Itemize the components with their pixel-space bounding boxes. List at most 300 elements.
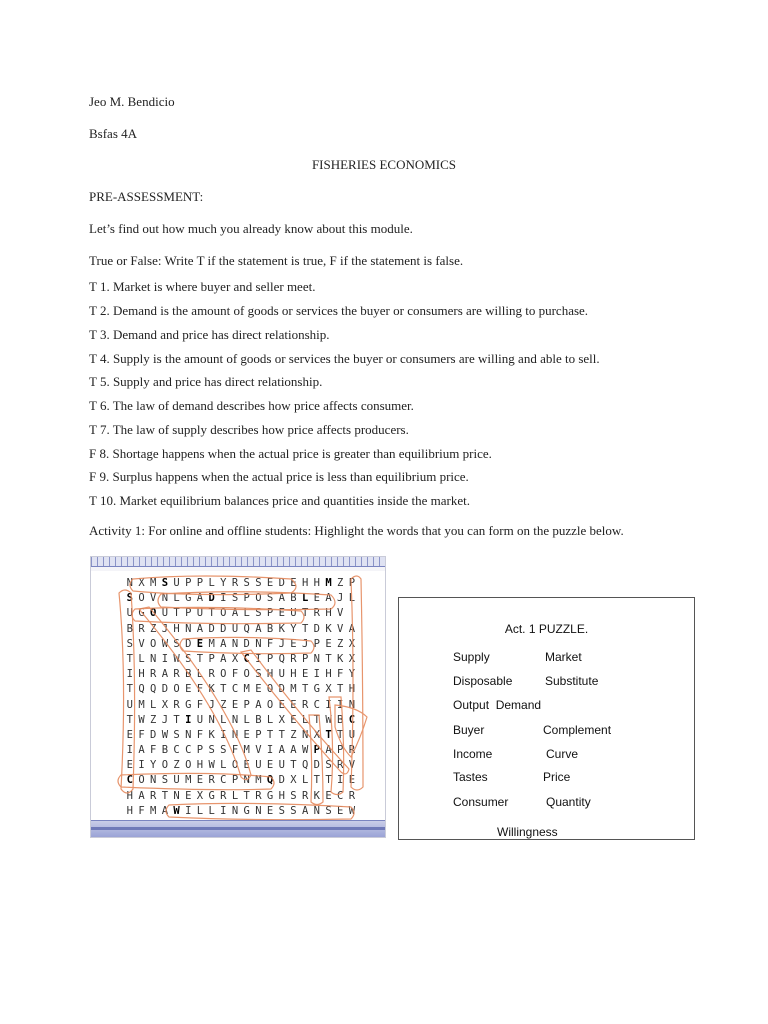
puzzle-letter: D [278, 683, 285, 696]
puzzle-letter: P [313, 744, 320, 757]
puzzle-row [124, 637, 358, 652]
puzzle-letter: E [290, 698, 297, 711]
puzzle-letter: E [290, 713, 297, 726]
puzzle-letter: U [348, 728, 356, 741]
puzzle-letter: N [231, 728, 239, 741]
puzzle-letter: U [196, 607, 204, 620]
puzzle-letter: S [173, 637, 180, 650]
puzzle-letter: H [196, 759, 204, 772]
puzzle-letter: R [231, 577, 239, 589]
puzzle-letter: B [337, 713, 344, 726]
puzzle-letter: E [325, 789, 332, 802]
puzzle-letter: I [185, 804, 192, 817]
puzzle-letter: S [161, 774, 169, 787]
puzzle-letter: E [196, 637, 204, 650]
ruler-bottom [91, 820, 385, 837]
puzzle-letter: E [290, 637, 297, 650]
puzzle-letter: J [161, 713, 169, 726]
puzzle-letter: X [161, 698, 169, 711]
puzzle-letter: W [301, 744, 309, 757]
puzzle-letter: A [161, 804, 169, 817]
puzzle-letter: T [196, 652, 204, 665]
puzzle-letter: R [337, 759, 344, 772]
puzzle-letter: J [208, 698, 215, 711]
puzzle-letter: C [231, 683, 239, 696]
puzzle-letter: V [138, 637, 145, 650]
puzzle-letter: A [138, 744, 145, 757]
puzzle-letter: N [255, 804, 262, 817]
puzzle-letter: P [348, 577, 356, 589]
puzzle-letter: O [220, 607, 227, 620]
puzzle-letter: R [301, 789, 309, 802]
puzzle-row [124, 576, 358, 591]
puzzle-letter: M [150, 804, 157, 817]
puzzle-letter: S [255, 607, 262, 620]
puzzle-letter: C [185, 744, 192, 757]
puzzle-letter: A [220, 652, 227, 665]
puzzle-letter: E [255, 683, 262, 696]
puzzle-letter: A [325, 592, 332, 605]
puzzle-letter: T [301, 607, 309, 620]
puzzle-letter: M [150, 577, 157, 589]
puzzle-letter: I [185, 713, 192, 726]
puzzle-letter: X [325, 683, 332, 696]
puzzle-letter: N [231, 804, 239, 817]
puzzle-letter: B [126, 622, 133, 635]
instructions-text: True or False: Write T if the statement is true, F if the statement is false. [89, 253, 464, 268]
word-item: Income [453, 747, 493, 761]
puzzle-letter: Z [220, 698, 227, 711]
puzzle-letter: R [208, 668, 215, 681]
word-search-image [90, 556, 386, 838]
puzzle-letter: R [255, 789, 262, 802]
answer-item: T 3. Demand and price has direct relationship. [89, 327, 330, 342]
puzzle-letter: L [196, 804, 204, 817]
puzzle-letter: R [301, 698, 309, 711]
answer-item: T 4. Supply is the amount of goods or services the buyer or consumers are willing and able to sell. [89, 351, 600, 366]
puzzle-letter: Q [266, 774, 274, 787]
puzzle-letter: N [231, 713, 239, 726]
puzzle-letter: R [348, 744, 356, 757]
puzzle-letter: P [313, 637, 320, 650]
puzzle-letter: J [161, 622, 169, 635]
puzzle-letter: Y [150, 759, 157, 772]
puzzle-letter: X [138, 577, 145, 589]
word-item: Disposable [453, 674, 513, 688]
answer-item: T 6. The law of demand describes how price affects consumer. [89, 398, 414, 413]
student-name: Jeo M. Bendicio [89, 94, 175, 109]
intro-text: Let’s find out how much you already know about this module. [89, 221, 413, 236]
puzzle-letter: O [243, 668, 250, 681]
puzzle-letter: N [348, 698, 356, 711]
puzzle-letter: A [255, 622, 262, 635]
puzzle-grid-area [91, 571, 385, 821]
puzzle-letter: O [231, 759, 239, 772]
puzzle-letter: E [243, 728, 250, 741]
puzzle-row [124, 804, 358, 819]
puzzle-letter: U [173, 577, 180, 589]
puzzle-letter: N [313, 652, 320, 665]
puzzle-letter: G [243, 804, 250, 817]
puzzle-letter: L [173, 592, 180, 605]
puzzle-letter: K [208, 728, 215, 741]
puzzle-letter: E [185, 789, 192, 802]
puzzle-letter: F [196, 683, 204, 696]
puzzle-letter: U [255, 759, 262, 772]
puzzle-letter: T [301, 683, 309, 696]
puzzle-letter: A [348, 622, 356, 635]
puzzle-letter: S [278, 804, 285, 817]
puzzle-letter: A [231, 607, 239, 620]
puzzle-letter: P [337, 744, 344, 757]
puzzle-letter: S [231, 592, 239, 605]
word-item: Complement [543, 723, 612, 737]
puzzle-letter: U [173, 774, 180, 787]
puzzle-letter: V [337, 622, 344, 635]
puzzle-letter: V [348, 759, 356, 772]
puzzle-letter: I [161, 652, 169, 665]
puzzle-letter: A [301, 804, 309, 817]
student-section: Bsfas 4A [89, 126, 138, 141]
puzzle-letter: U [290, 607, 297, 620]
word-item: Market [545, 650, 582, 664]
word-list-box [398, 597, 695, 840]
puzzle-letter: C [337, 789, 344, 802]
puzzle-letter: G [266, 789, 274, 802]
activity-instruction: Activity 1: For online and offline students: Highlight the words that you can form on the puzzle below. [89, 523, 624, 538]
puzzle-letter: P [255, 728, 262, 741]
puzzle-letter: R [173, 668, 180, 681]
puzzle-letter: H [278, 789, 285, 802]
puzzle-letter: T [313, 713, 320, 726]
word-item: Output Demand [453, 698, 542, 712]
puzzle-letter: H [301, 577, 309, 589]
puzzle-row [124, 591, 358, 606]
puzzle-letter: H [325, 607, 332, 620]
puzzle-letter: B [185, 668, 192, 681]
puzzle-letter: M [243, 683, 250, 696]
word-item: Buyer [453, 723, 485, 737]
puzzle-letter: S [208, 744, 215, 757]
puzzle-letter: L [231, 789, 239, 802]
puzzle-letter: F [138, 728, 145, 741]
answer-item: T 1. Market is where buyer and seller meet. [89, 279, 316, 294]
puzzle-row [124, 758, 358, 773]
puzzle-letter: P [301, 652, 309, 665]
word-item: Substitute [545, 674, 599, 688]
puzzle-letter: B [266, 622, 274, 635]
puzzle-letter: O [255, 592, 262, 605]
puzzle-letter: N [126, 577, 133, 589]
puzzle-letter: E [266, 804, 274, 817]
puzzle-row [124, 743, 358, 758]
puzzle-letter: G [208, 789, 215, 802]
puzzle-letter: N [301, 728, 309, 741]
puzzle-letter: L [196, 668, 204, 681]
puzzle-letter: R [173, 698, 180, 711]
puzzle-letter: G [138, 607, 145, 620]
puzzle-letter: X [313, 728, 320, 741]
word-item: Willingness [497, 825, 558, 839]
puzzle-letter: F [337, 668, 344, 681]
puzzle-letter: K [278, 622, 285, 635]
puzzle-letter: A [161, 668, 169, 681]
puzzle-letter: S [173, 728, 180, 741]
puzzle-letter: P [185, 607, 192, 620]
puzzle-row [124, 728, 358, 743]
puzzle-letter: R [220, 789, 227, 802]
puzzle-letter: E [266, 577, 274, 589]
puzzle-letter: X [231, 652, 239, 665]
puzzle-letter: P [208, 652, 215, 665]
puzzle-letter: U [161, 607, 169, 620]
puzzle-letter: T [290, 759, 297, 772]
puzzle-letter: P [266, 607, 274, 620]
puzzle-letter: N [243, 774, 250, 787]
puzzle-letter: I [337, 698, 344, 711]
puzzle-letter: E [231, 698, 239, 711]
puzzle-letter: F [231, 744, 239, 757]
ruler-top [91, 557, 385, 567]
puzzle-letter: L [150, 698, 157, 711]
puzzle-letter: F [266, 637, 274, 650]
puzzle-letter: L [301, 713, 309, 726]
puzzle-letter: H [313, 577, 320, 589]
puzzle-letter: T [208, 607, 215, 620]
puzzle-letter: F [196, 728, 204, 741]
puzzle-letter: C [220, 774, 227, 787]
puzzle-letter: W [161, 728, 169, 741]
puzzle-letter: L [243, 713, 250, 726]
puzzle-letter: U [126, 607, 133, 620]
puzzle-letter: L [220, 759, 227, 772]
puzzle-letter: T [126, 652, 133, 665]
puzzle-letter: S [266, 592, 274, 605]
puzzle-letter: U [126, 698, 133, 711]
puzzle-letter: S [325, 759, 332, 772]
puzzle-letter: C [348, 713, 356, 726]
puzzle-letter: V [150, 592, 157, 605]
puzzle-letter: Q [278, 652, 285, 665]
puzzle-letter: G [185, 592, 192, 605]
puzzle-letter: T [243, 789, 250, 802]
puzzle-letter: O [161, 759, 169, 772]
puzzle-letter: D [220, 622, 227, 635]
puzzle-letter: E [278, 607, 285, 620]
answer-item: F 8. Shortage happens when the actual price is greater than equilibrium price. [89, 446, 492, 461]
puzzle-letter: E [301, 668, 309, 681]
puzzle-letter: U [231, 622, 239, 635]
puzzle-letter: E [325, 637, 332, 650]
puzzle-letter: C [173, 744, 180, 757]
puzzle-row [124, 698, 358, 713]
word-item: Supply [453, 650, 490, 664]
puzzle-letter: D [208, 622, 215, 635]
puzzle-letter: I [126, 744, 133, 757]
puzzle-letter: Q [301, 759, 309, 772]
answer-item: F 9. Surplus happens when the actual price is less than equilibrium price. [89, 469, 469, 484]
puzzle-letter: D [243, 637, 250, 650]
puzzle-letter: U [278, 668, 285, 681]
puzzle-letter: I [126, 668, 133, 681]
puzzle-letter: B [290, 592, 297, 605]
puzzle-letter: U [196, 713, 204, 726]
puzzle-letter: M [138, 698, 145, 711]
puzzle-letter: I [337, 774, 344, 787]
puzzle-letter: E [313, 592, 320, 605]
puzzle-letter: P [231, 774, 239, 787]
puzzle-letter: W [208, 759, 215, 772]
word-item: Price [543, 770, 571, 784]
puzzle-row [124, 773, 358, 788]
puzzle-letter: E [126, 728, 133, 741]
puzzle-letter: D [313, 622, 320, 635]
puzzle-row [124, 789, 358, 804]
puzzle-letter: H [126, 804, 133, 817]
puzzle-letter: X [348, 652, 356, 665]
puzzle-letter: E [348, 774, 356, 787]
puzzle-letter: O [266, 683, 274, 696]
puzzle-letter: T [173, 713, 180, 726]
document-title: FISHERIES ECONOMICS [311, 157, 457, 172]
puzzle-letter: R [208, 774, 215, 787]
puzzle-letter: W [173, 804, 180, 817]
puzzle-row [124, 606, 358, 621]
puzzle-letter: A [138, 789, 145, 802]
puzzle-letter: F [196, 698, 204, 711]
puzzle-letter: A [278, 744, 285, 757]
puzzle-letter: S [290, 789, 297, 802]
puzzle-letter: E [290, 577, 297, 589]
puzzle-letter: Y [348, 668, 356, 681]
puzzle-letter: L [301, 592, 309, 605]
puzzle-letter: O [138, 592, 145, 605]
puzzle-letter: E [243, 759, 250, 772]
puzzle-letter: O [150, 607, 157, 620]
word-item: Quantity [546, 795, 591, 809]
word-item: Consumer [453, 795, 509, 809]
puzzle-letter: A [325, 744, 332, 757]
puzzle-letter: I [313, 668, 320, 681]
puzzle-letter: S [255, 668, 262, 681]
puzzle-letter: A [220, 637, 227, 650]
puzzle-letter: L [243, 607, 250, 620]
puzzle-letter: O [138, 774, 145, 787]
puzzle-letter: F [138, 804, 145, 817]
puzzle-letter: Z [290, 728, 297, 741]
puzzle-letter: F [231, 668, 239, 681]
puzzle-letter: H [348, 683, 356, 696]
puzzle-letter: Q [243, 622, 250, 635]
puzzle-letter: S [290, 804, 297, 817]
puzzle-letter: N [185, 622, 192, 635]
puzzle-letter: Z [337, 637, 344, 650]
puzzle-letter: R [138, 622, 145, 635]
puzzle-letter: R [150, 668, 157, 681]
puzzle-letter: K [337, 652, 344, 665]
puzzle-letter: S [220, 744, 227, 757]
puzzle-letter: M [208, 637, 215, 650]
puzzle-letter: R [348, 789, 356, 802]
puzzle-letter: M [325, 577, 332, 589]
puzzle-letter: C [313, 698, 320, 711]
puzzle-letter: D [150, 728, 157, 741]
puzzle-letter: S [243, 577, 250, 589]
puzzle-letter: D [278, 577, 285, 589]
puzzle-letter: E [185, 683, 192, 696]
puzzle-letter: O [173, 683, 180, 696]
puzzle-letter: K [313, 789, 320, 802]
puzzle-letter: A [278, 592, 285, 605]
puzzle-letter: T [325, 728, 332, 741]
puzzle-letter: O [185, 759, 192, 772]
puzzle-letter: P [243, 592, 250, 605]
puzzle-letter: E [196, 774, 204, 787]
answer-item: T 2. Demand is the amount of goods or services the buyer or consumers are willing to purchase. [89, 303, 589, 318]
puzzle-letter: U [278, 759, 285, 772]
puzzle-letter: O [150, 637, 157, 650]
puzzle-letter: K [208, 683, 215, 696]
puzzle-letter: Y [290, 622, 297, 635]
puzzle-letter: A [255, 698, 262, 711]
word-item: Tastes [453, 770, 488, 784]
puzzle-letter: H [290, 668, 297, 681]
puzzle-row [124, 682, 358, 697]
puzzle-letter: L [301, 774, 309, 787]
puzzle-letter: P [196, 744, 204, 757]
puzzle-letter: L [266, 713, 274, 726]
puzzle-letter: W [173, 652, 180, 665]
puzzle-letter: N [313, 804, 320, 817]
puzzle-letter: D [161, 683, 169, 696]
puzzle-letter: O [220, 668, 227, 681]
puzzle-letter: T [126, 683, 133, 696]
puzzle-letter: X [278, 713, 285, 726]
puzzle-letter: S [185, 652, 192, 665]
puzzle-letter: J [278, 637, 285, 650]
puzzle-letter: Z [150, 713, 157, 726]
puzzle-letter: Y [220, 577, 227, 589]
puzzle-letter: J [337, 592, 344, 605]
puzzle-letter: G [185, 698, 192, 711]
answer-item: T 10. Market equilibrium balances price and quantities inside the market. [89, 493, 470, 508]
puzzle-letter: S [255, 577, 262, 589]
pre-assessment-heading: PRE-ASSESSMENT: [89, 189, 204, 204]
puzzle-letter: H [126, 789, 133, 802]
puzzle-letter: T [278, 728, 285, 741]
puzzle-letter: V [337, 607, 344, 620]
word-item: Curve [546, 747, 579, 761]
puzzle-letter: L [208, 577, 215, 589]
puzzle-letter: N [150, 774, 157, 787]
puzzle-letter: T [313, 774, 320, 787]
puzzle-letter: A [196, 592, 204, 605]
puzzle-letter: O [266, 698, 274, 711]
puzzle-letter: B [161, 744, 169, 757]
puzzle-letter: N [161, 592, 169, 605]
puzzle-letter: I [325, 698, 332, 711]
puzzle-letter: Z [173, 759, 180, 772]
puzzle-letter: P [196, 577, 204, 589]
answer-item: T 7. The law of supply describes how price affects producers. [89, 422, 409, 437]
puzzle-letter: Q [150, 683, 157, 696]
puzzle-letter: M [185, 774, 192, 787]
puzzle-letter: W [348, 804, 356, 817]
puzzle-letter: R [290, 652, 297, 665]
puzzle-letter: T [301, 622, 309, 635]
puzzle-letter: T [266, 728, 274, 741]
puzzle-letter: D [185, 637, 192, 650]
